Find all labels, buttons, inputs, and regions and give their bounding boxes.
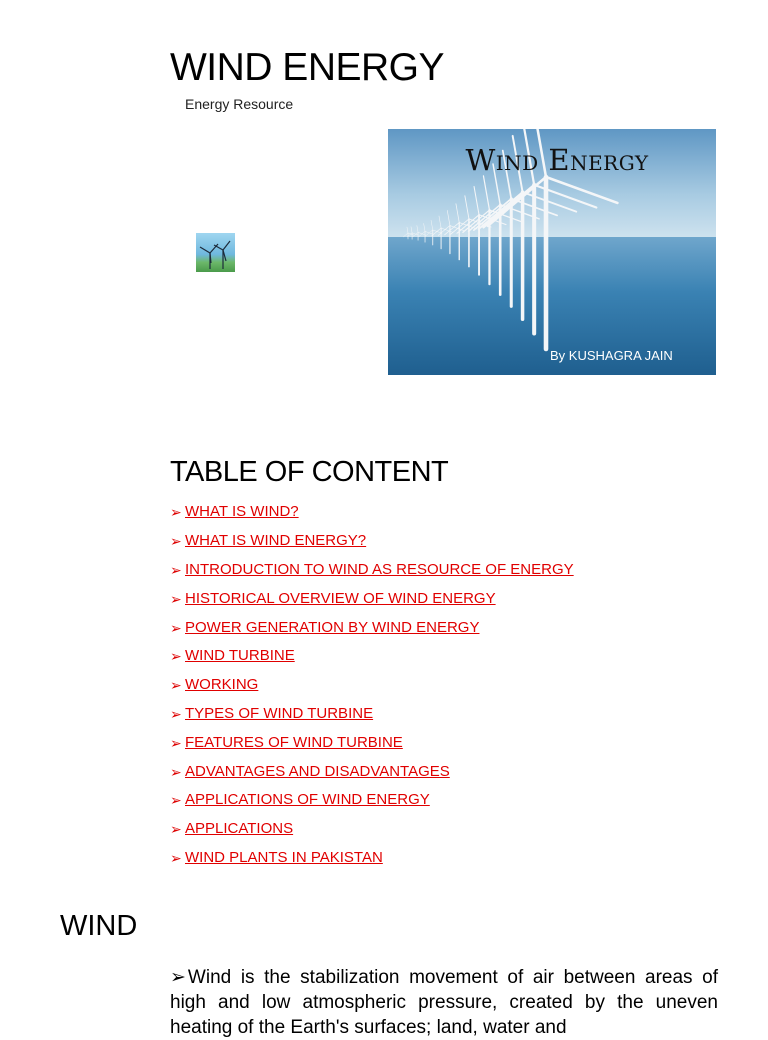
toc-item-1	[170, 498, 574, 527]
toc-link-7[interactable]: WORKING	[185, 676, 259, 694]
toc-heading: TABLE OF CONTENT	[170, 456, 449, 488]
arrow-bullet-icon: ➢	[170, 648, 182, 665]
page-subtitle: Energy Resource	[185, 96, 294, 112]
toc-list	[170, 498, 574, 872]
arrow-bullet-icon: ➢	[170, 821, 182, 838]
arrow-bullet-icon: ➢	[170, 590, 182, 607]
arrow-bullet-icon: ➢	[170, 533, 182, 550]
toc-link-8[interactable]: TYPES OF WIND TURBINE	[185, 704, 374, 722]
toc-link-5[interactable]: POWER GENERATION BY WIND ENERGY	[185, 618, 480, 636]
toc-link-1[interactable]: WHAT IS WIND?	[185, 503, 299, 521]
arrow-bullet-icon: ➢	[170, 504, 182, 521]
arrow-bullet-icon: ➢	[170, 561, 182, 578]
arrow-bullet-icon: ➢	[170, 967, 186, 988]
toc-link-6[interactable]: WIND TURBINE	[185, 647, 295, 665]
toc-link-11[interactable]: APPLICATIONS OF WIND ENERGY	[185, 791, 430, 809]
toc-item-3	[170, 556, 574, 585]
toc-item-9	[170, 728, 574, 757]
toc-link-4[interactable]: HISTORICAL OVERVIEW OF WIND ENERGY	[185, 589, 496, 607]
arrow-bullet-icon: ➢	[170, 705, 182, 722]
page-title: WIND ENERGY	[170, 46, 445, 89]
toc-item-11	[170, 786, 574, 815]
toc-item-13	[170, 844, 574, 873]
section-paragraph-text: Wind is the stabilization movement of air between areas of high and low atmospheric pressure, created by the uneven heating of the Earth's surfaces; land, water and	[170, 967, 718, 1038]
toc-item-4	[170, 584, 574, 613]
hero-title: Wind Energy	[465, 143, 649, 177]
arrow-bullet-icon: ➢	[170, 734, 182, 751]
toc-link-2[interactable]: WHAT IS WIND ENERGY?	[185, 532, 367, 550]
toc-item-7	[170, 671, 574, 700]
toc-link-12[interactable]: APPLICATIONS	[185, 820, 294, 838]
toc-item-2	[170, 527, 574, 556]
toc-item-8	[170, 700, 574, 729]
arrow-bullet-icon: ➢	[170, 792, 182, 809]
toc-link-3[interactable]: INTRODUCTION TO WIND AS RESOURCE OF ENERGY	[185, 560, 574, 578]
toc-item-5	[170, 613, 574, 642]
section-paragraph	[170, 965, 718, 1040]
toc-item-10	[170, 757, 574, 786]
hero-author: By KUSHAGRA JAIN	[550, 348, 673, 363]
arrow-bullet-icon: ➢	[170, 763, 182, 780]
toc-link-10[interactable]: ADVANTAGES AND DISADVANTAGES	[185, 762, 450, 780]
section-heading: WIND	[60, 910, 138, 942]
arrow-bullet-icon: ➢	[170, 619, 182, 636]
hero-image	[388, 129, 716, 375]
arrow-bullet-icon: ➢	[170, 849, 182, 866]
arrow-bullet-icon: ➢	[170, 677, 182, 694]
toc-link-13[interactable]: WIND PLANTS IN PAKISTAN	[185, 848, 383, 866]
wind-turbine-thumbnail-icon	[196, 233, 235, 272]
toc-item-12	[170, 815, 574, 844]
toc-item-6	[170, 642, 574, 671]
toc-link-9[interactable]: FEATURES OF WIND TURBINE	[185, 733, 403, 751]
